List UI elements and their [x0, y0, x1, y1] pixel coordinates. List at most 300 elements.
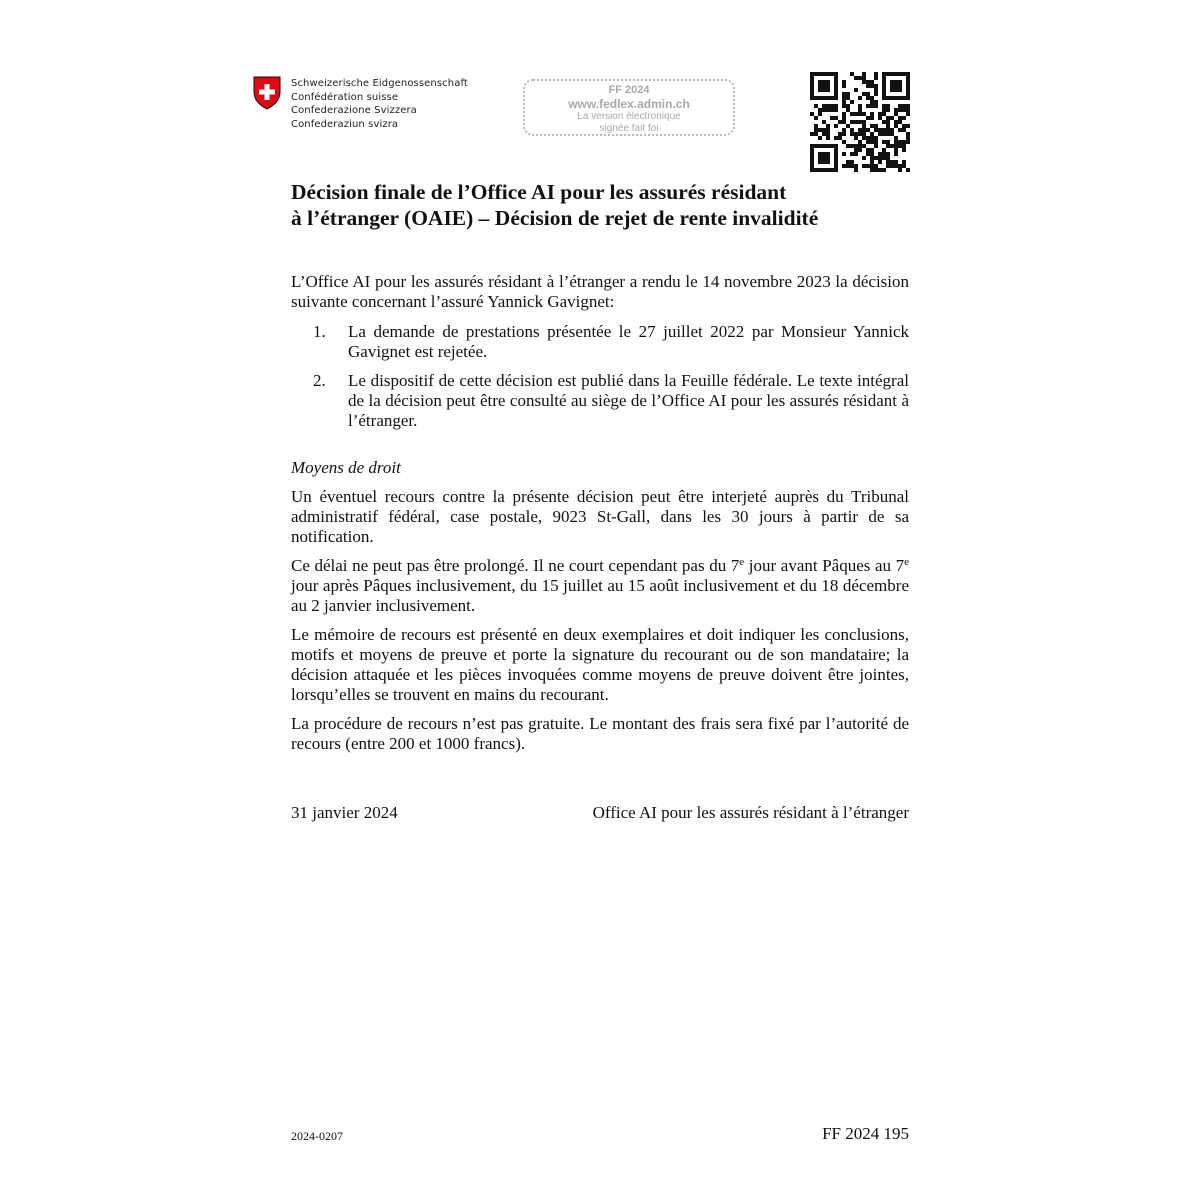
- deadline-text-b: jour avant Pâques au 7: [744, 556, 905, 575]
- qr-module: [874, 88, 878, 92]
- qr-module: [822, 152, 826, 156]
- qr-module: [822, 108, 826, 112]
- qr-module: [902, 108, 906, 112]
- qr-module: [906, 136, 910, 140]
- qr-module: [898, 84, 902, 88]
- qr-module: [882, 72, 886, 76]
- confed-name-rm: Confederaziun svizra: [291, 118, 399, 130]
- qr-module: [882, 168, 886, 172]
- qr-module: [898, 140, 902, 144]
- qr-module: [906, 112, 910, 116]
- qr-module: [882, 84, 886, 88]
- qr-module: [894, 140, 898, 144]
- qr-module: [814, 124, 818, 128]
- qr-module: [894, 144, 898, 148]
- qr-module: [882, 96, 886, 100]
- qr-module: [870, 116, 874, 120]
- deadline-paragraph: [291, 556, 909, 616]
- qr-module: [810, 84, 814, 88]
- qr-module: [882, 108, 886, 112]
- qr-module: [902, 160, 906, 164]
- qr-module: [894, 112, 898, 116]
- intro-paragraph: L’Office AI pour les assurés résidant à l’étranger a rendu le 14 novembre 2023 la décision suivante concernant l’assuré Yannick Gavignet:: [291, 272, 909, 311]
- qr-module: [818, 152, 822, 156]
- qr-module: [834, 144, 838, 148]
- qr-module: [886, 164, 890, 168]
- qr-module: [822, 72, 826, 76]
- qr-module: [834, 88, 838, 92]
- qr-module: [826, 160, 830, 164]
- qr-module: [862, 156, 866, 160]
- qr-module: [834, 104, 838, 108]
- qr-module: [810, 152, 814, 156]
- qr-module: [854, 168, 858, 172]
- qr-module: [834, 148, 838, 152]
- qr-module: [898, 164, 902, 168]
- qr-module: [886, 116, 890, 120]
- qr-module: [826, 104, 830, 108]
- qr-module: [866, 96, 870, 100]
- qr-module: [858, 112, 862, 116]
- qr-module: [854, 88, 858, 92]
- qr-module: [862, 124, 866, 128]
- qr-module: [874, 168, 878, 172]
- qr-module: [878, 128, 882, 132]
- qr-module: [870, 96, 874, 100]
- qr-module: [890, 164, 894, 168]
- qr-module: [834, 116, 838, 120]
- qr-module: [814, 116, 818, 120]
- costs-paragraph: La procédure de recours n’est pas gratuite. Le montant des frais sera fixé par l’autorité de recours (entre 200 et 1000 francs).: [291, 714, 909, 753]
- qr-module: [810, 96, 814, 100]
- qr-module: [894, 136, 898, 140]
- qr-module: [874, 92, 878, 96]
- qr-module: [850, 128, 854, 132]
- qr-module: [834, 92, 838, 96]
- qr-module: [886, 120, 890, 124]
- stamp-note-2: signée fait foi: [599, 123, 659, 134]
- qr-module: [818, 160, 822, 164]
- qr-module: [870, 112, 874, 116]
- qr-module: [858, 128, 862, 132]
- qr-module: [870, 156, 874, 160]
- qr-module: [850, 160, 854, 164]
- qr-module: [846, 108, 850, 112]
- qr-module: [870, 160, 874, 164]
- stamp-ff: FF 2024: [608, 84, 650, 96]
- qr-module: [834, 164, 838, 168]
- qr-module: [890, 132, 894, 136]
- qr-module: [894, 124, 898, 128]
- qr-module: [902, 140, 906, 144]
- qr-module: [866, 84, 870, 88]
- qr-module: [810, 144, 814, 148]
- qr-module: [834, 136, 838, 140]
- qr-module: [870, 148, 874, 152]
- qr-module: [822, 168, 826, 172]
- qr-module: [870, 104, 874, 108]
- qr-module: [850, 152, 854, 156]
- confederation-names: [291, 77, 468, 131]
- qr-module: [906, 92, 910, 96]
- qr-module: [890, 88, 894, 92]
- page-title: [291, 179, 931, 231]
- qr-module: [886, 156, 890, 160]
- qr-module: [890, 128, 894, 132]
- qr-module: [874, 72, 878, 76]
- qr-module: [906, 132, 910, 136]
- qr-module: [878, 160, 882, 164]
- qr-module: [810, 160, 814, 164]
- qr-module: [814, 104, 818, 108]
- qr-module: [866, 148, 870, 152]
- qr-module: [850, 72, 854, 76]
- qr-module: [886, 96, 890, 100]
- qr-module: [906, 168, 910, 172]
- qr-module: [850, 120, 854, 124]
- qr-module: [862, 76, 866, 80]
- qr-module: [902, 104, 906, 108]
- qr-module: [826, 80, 830, 84]
- qr-module: [866, 152, 870, 156]
- qr-module: [830, 108, 834, 112]
- document-body: [291, 272, 909, 763]
- stamp-url: www.fedlex.admin.ch: [568, 97, 690, 111]
- qr-module: [854, 164, 858, 168]
- qr-module: [842, 152, 846, 156]
- qr-module: [818, 72, 822, 76]
- qr-module: [870, 140, 874, 144]
- qr-module: [902, 128, 906, 132]
- swiss-coat-of-arms-icon: [253, 76, 281, 110]
- list-item-number: 1.: [313, 322, 326, 341]
- qr-module: [826, 152, 830, 156]
- qr-module: [818, 168, 822, 172]
- qr-module: [822, 160, 826, 164]
- list-item-number: 2.: [313, 371, 326, 390]
- qr-module: [866, 164, 870, 168]
- qr-module: [886, 132, 890, 136]
- qr-module: [862, 128, 866, 132]
- qr-module: [826, 168, 830, 172]
- qr-module: [814, 72, 818, 76]
- qr-module: [874, 156, 878, 160]
- qr-module: [834, 72, 838, 76]
- qr-module: [850, 100, 854, 104]
- qr-module: [826, 128, 830, 132]
- qr-module: [842, 96, 846, 100]
- qr-module: [870, 168, 874, 172]
- qr-module: [822, 144, 826, 148]
- qr-module: [818, 112, 822, 116]
- qr-module: [894, 80, 898, 84]
- qr-module: [850, 132, 854, 136]
- qr-module: [838, 132, 842, 136]
- qr-module: [810, 72, 814, 76]
- qr-module: [882, 140, 886, 144]
- qr-module: [870, 80, 874, 84]
- title-line-1: Décision finale de l’Office AI pour les assurés résidant: [291, 180, 787, 204]
- qr-module: [866, 116, 870, 120]
- qr-module: [846, 96, 850, 100]
- qr-module: [886, 104, 890, 108]
- qr-module: [826, 96, 830, 100]
- brief-paragraph: Le mémoire de recours est présenté en deux exemplaires et doit indiquer les conclusions, motifs et moyens de preuve et porte la signature du recourant ou de son mandataire; la décision attaquée et les pièces invoquées comme moyens de preuve doivent être jointes, lorsqu’elles se trouvent en mains du recourant.: [291, 625, 909, 704]
- qr-module: [882, 92, 886, 96]
- qr-module: [846, 92, 850, 96]
- qr-module: [810, 76, 814, 80]
- qr-module: [894, 160, 898, 164]
- document-date: 31 janvier 2024: [291, 803, 398, 822]
- appeal-paragraph: Un éventuel recours contre la présente décision peut être interjeté auprès du Tribunal administratif fédéral, case postale, 9023 St-Gall, dans les 30 jours à partir de sa notification.: [291, 487, 909, 546]
- qr-module: [810, 92, 814, 96]
- qr-module: [818, 80, 822, 84]
- qr-module: [814, 168, 818, 172]
- qr-module: [842, 112, 846, 116]
- electronic-version-stamp: [523, 79, 735, 136]
- qr-module: [858, 96, 862, 100]
- qr-module: [886, 108, 890, 112]
- qr-module: [822, 88, 826, 92]
- qr-module: [902, 116, 906, 120]
- qr-module: [830, 168, 834, 172]
- qr-module: [874, 104, 878, 108]
- qr-module: [826, 84, 830, 88]
- qr-module: [882, 120, 886, 124]
- qr-module: [866, 140, 870, 144]
- title-line-2: à l’étranger (OAIE) – Décision de rejet de rente invalidité: [291, 206, 819, 230]
- qr-module: [902, 124, 906, 128]
- qr-module: [906, 140, 910, 144]
- qr-module: [874, 136, 878, 140]
- qr-module: [822, 96, 826, 100]
- qr-module: [866, 92, 870, 96]
- qr-module: [818, 96, 822, 100]
- qr-module: [874, 84, 878, 88]
- qr-module: [862, 144, 866, 148]
- list-item: [291, 371, 909, 431]
- qr-module: [870, 100, 874, 104]
- qr-module: [906, 76, 910, 80]
- qr-module: [822, 80, 826, 84]
- qr-module: [878, 152, 882, 156]
- qr-module: [890, 160, 894, 164]
- qr-module: [878, 112, 882, 116]
- qr-module: [882, 88, 886, 92]
- qr-module: [898, 108, 902, 112]
- qr-module: [842, 84, 846, 88]
- qr-module: [894, 152, 898, 156]
- qr-module: [870, 124, 874, 128]
- qr-module: [826, 132, 830, 136]
- qr-module: [858, 140, 862, 144]
- qr-module: [858, 148, 862, 152]
- qr-module: [858, 108, 862, 112]
- qr-module: [878, 116, 882, 120]
- qr-module: [826, 124, 830, 128]
- qr-module: [862, 132, 866, 136]
- qr-module: [878, 156, 882, 160]
- qr-module: [902, 148, 906, 152]
- qr-module: [906, 84, 910, 88]
- qr-module: [822, 104, 826, 108]
- section-title: Moyens de droit: [291, 458, 401, 477]
- qr-module: [830, 144, 834, 148]
- qr-code-icon: [810, 72, 910, 172]
- qr-module: [838, 120, 842, 124]
- qr-module: [842, 92, 846, 96]
- qr-module: [846, 124, 850, 128]
- qr-module: [858, 120, 862, 124]
- qr-module: [842, 120, 846, 124]
- qr-module: [894, 120, 898, 124]
- qr-module: [826, 108, 830, 112]
- qr-module: [834, 156, 838, 160]
- list-item-text: Le dispositif de cette décision est publié dans la Feuille fédérale. Le texte intégral de la décision peut être consulté au siège de l’Office AI pour les assurés résidant à l’étranger.: [348, 371, 909, 430]
- qr-module: [818, 128, 822, 132]
- qr-module: [886, 124, 890, 128]
- qr-module: [854, 152, 858, 156]
- qr-module: [842, 100, 846, 104]
- qr-module: [862, 112, 866, 116]
- deadline-text-a: Ce délai ne peut pas être prolongé. Il ne court cependant pas du 7: [291, 556, 740, 575]
- qr-module: [886, 152, 890, 156]
- qr-module: [862, 136, 866, 140]
- qr-module: [882, 112, 886, 116]
- qr-module: [898, 88, 902, 92]
- qr-module: [878, 132, 882, 136]
- qr-module: [822, 132, 826, 136]
- qr-module: [854, 120, 858, 124]
- qr-module: [810, 156, 814, 160]
- qr-module: [818, 156, 822, 160]
- confed-name-fr: Confédération suisse: [291, 91, 399, 103]
- qr-module: [814, 132, 818, 136]
- qr-module: [882, 80, 886, 84]
- qr-module: [854, 136, 858, 140]
- qr-module: [834, 84, 838, 88]
- qr-module: [826, 144, 830, 148]
- qr-module: [894, 148, 898, 152]
- qr-module: [846, 104, 850, 108]
- qr-module: [886, 140, 890, 144]
- qr-module: [898, 120, 902, 124]
- qr-module: [830, 72, 834, 76]
- qr-module: [894, 72, 898, 76]
- qr-module: [890, 96, 894, 100]
- qr-module: [874, 124, 878, 128]
- list-item-text: La demande de prestations présentée le 27 juillet 2022 par Monsieur Yannick Gavignet est rejetée.: [348, 322, 909, 361]
- qr-module: [882, 152, 886, 156]
- qr-module: [858, 144, 862, 148]
- qr-module: [810, 148, 814, 152]
- qr-module: [858, 76, 862, 80]
- qr-module: [854, 112, 858, 116]
- qr-module: [858, 104, 862, 108]
- qr-module: [826, 136, 830, 140]
- qr-module: [834, 152, 838, 156]
- qr-module: [866, 104, 870, 108]
- qr-module: [822, 128, 826, 132]
- qr-module: [894, 164, 898, 168]
- qr-module: [834, 160, 838, 164]
- qr-module: [854, 144, 858, 148]
- qr-module: [898, 104, 902, 108]
- qr-module: [894, 84, 898, 88]
- qr-module: [834, 76, 838, 80]
- qr-module: [894, 108, 898, 112]
- qr-module: [842, 164, 846, 168]
- qr-module: [826, 72, 830, 76]
- qr-module: [810, 112, 814, 116]
- qr-module: [902, 72, 906, 76]
- superscript-e: e: [739, 556, 745, 568]
- qr-module: [882, 76, 886, 80]
- qr-module: [826, 88, 830, 92]
- qr-module: [890, 116, 894, 120]
- qr-module: [822, 156, 826, 160]
- qr-module: [894, 88, 898, 92]
- qr-module: [862, 92, 866, 96]
- qr-module: [854, 76, 858, 80]
- qr-module: [874, 164, 878, 168]
- qr-module: [874, 128, 878, 132]
- qr-module: [834, 108, 838, 112]
- qr-module: [850, 164, 854, 168]
- qr-module: [818, 84, 822, 88]
- qr-module: [890, 84, 894, 88]
- qr-module: [890, 144, 894, 148]
- qr-module: [886, 160, 890, 164]
- qr-module: [870, 164, 874, 168]
- superscript-e: e: [904, 556, 909, 568]
- qr-module: [862, 164, 866, 168]
- qr-module: [882, 128, 886, 132]
- qr-module: [898, 72, 902, 76]
- qr-module: [842, 104, 846, 108]
- qr-module: [814, 128, 818, 132]
- qr-module: [862, 72, 866, 76]
- qr-module: [850, 144, 854, 148]
- qr-module: [834, 124, 838, 128]
- qr-module: [882, 148, 886, 152]
- confed-name-de: Schweizerische Eidgenossenschaft: [291, 78, 468, 89]
- qr-module: [894, 96, 898, 100]
- qr-module: [890, 80, 894, 84]
- qr-module: [814, 144, 818, 148]
- qr-module: [886, 144, 890, 148]
- qr-module: [898, 128, 902, 132]
- qr-module: [834, 96, 838, 100]
- qr-module: [898, 116, 902, 120]
- qr-module: [858, 132, 862, 136]
- qr-module: [866, 80, 870, 84]
- qr-module: [830, 116, 834, 120]
- list-item: [291, 322, 909, 362]
- qr-module: [870, 136, 874, 140]
- qr-module: [846, 160, 850, 164]
- qr-module: [818, 108, 822, 112]
- qr-module: [854, 148, 858, 152]
- qr-module: [886, 128, 890, 132]
- qr-module: [906, 80, 910, 84]
- qr-module: [818, 88, 822, 92]
- qr-module: [902, 164, 906, 168]
- qr-module: [842, 132, 846, 136]
- qr-module: [870, 152, 874, 156]
- qr-module: [870, 84, 874, 88]
- qr-module: [906, 124, 910, 128]
